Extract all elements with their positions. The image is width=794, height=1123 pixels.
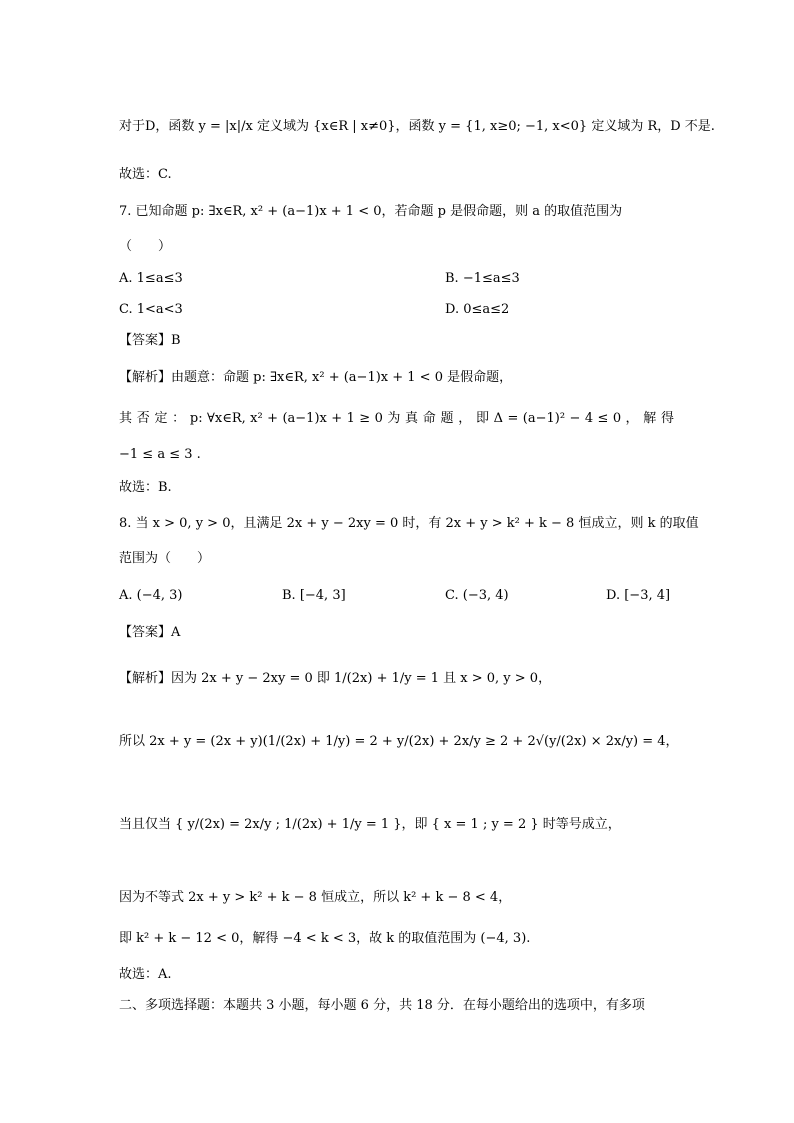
q7-analysis-line1: 【解析】由题意：命题 p: ∃x∈R, x² + (a−1)x + 1 < 0 是假命题， [119,370,513,385]
q8-analysis-line5: 即 k² + k − 12 < 0，解得 −4 < k < 3，故 k 的取值范围为 (−4, 3). [119,931,531,946]
q7-option-c: C. 1<a<3 [119,302,183,317]
q7-conclusion: 故选：B. [119,480,172,495]
q8-option-a: A. (−4, 3) [119,588,183,603]
q7-analysis-line2: 其 否 定 ： p: ∀x∈R, x² + (a−1)x + 1 ≥ 0 为 真 命 题 ， 即 Δ = (a−1)² − 4 ≤ 0 ， 解 得 [119,411,674,426]
q7-option-a: A. 1≤a≤3 [119,271,183,286]
option-d-analysis: 对于D，函数 y = |x|/x 定义域为 {x∈R | x≠0}，函数 y = {1, x≥0; −1, x<0} 定义域为 R，D 不是. [119,119,715,134]
q8-conclusion: 故选：A. [119,967,172,982]
q8-answer: 【答案】A [119,625,181,640]
q7-option-d: D. 0≤a≤2 [445,302,510,317]
q6-conclusion: 故选：C. [119,167,172,182]
q7-analysis-line3: −1 ≤ a ≤ 3 . [119,447,201,462]
section-2-heading: 二、多项选择题：本题共 3 小题，每小题 6 分，共 18 分．在每小题给出的选项中，有多项 [119,998,645,1013]
q7-option-b: B. −1≤a≤3 [445,271,520,286]
q8-analysis-line4: 因为不等式 2x + y > k² + k − 8 恒成立，所以 k² + k − 8 < 4， [119,890,512,905]
q7-answer: 【答案】B [119,333,181,348]
q8-stem-line2: 范围为（ ） [119,551,211,566]
q8-analysis-line1: 【解析】因为 2x + y − 2xy = 0 即 1/(2x) + 1/y = 1 且 x > 0, y > 0， [119,671,552,686]
q7-stem: 7. 已知命题 p: ∃x∈R, x² + (a−1)x + 1 < 0，若命题 p 是假命题，则 a 的取值范围为 [119,204,623,219]
q8-stem-line1: 8. 当 x > 0, y > 0，且满足 2x + y − 2xy = 0 时，有 2x + y > k² + k − 8 恒成立，则 k 的取值 [119,516,699,531]
q8-option-d: D. [−3, 4] [606,588,671,603]
q8-option-b: B. [−4, 3] [282,588,346,603]
q7-paren: （ ） [119,239,172,254]
q8-option-c: C. (−3, 4) [445,588,509,603]
q8-analysis-line2: 所以 2x + y = (2x + y)(1/(2x) + 1/y) = 2 + y/(2x) + 2x/y ≥ 2 + 2√(y/(2x) × 2x/y) = 4， [119,734,679,749]
q8-analysis-line3: 当且仅当 { y/(2x) = 2x/y ; 1/(2x) + 1/y = 1 }，即 { x = 1 ; y = 2 } 时等号成立， [119,817,621,832]
